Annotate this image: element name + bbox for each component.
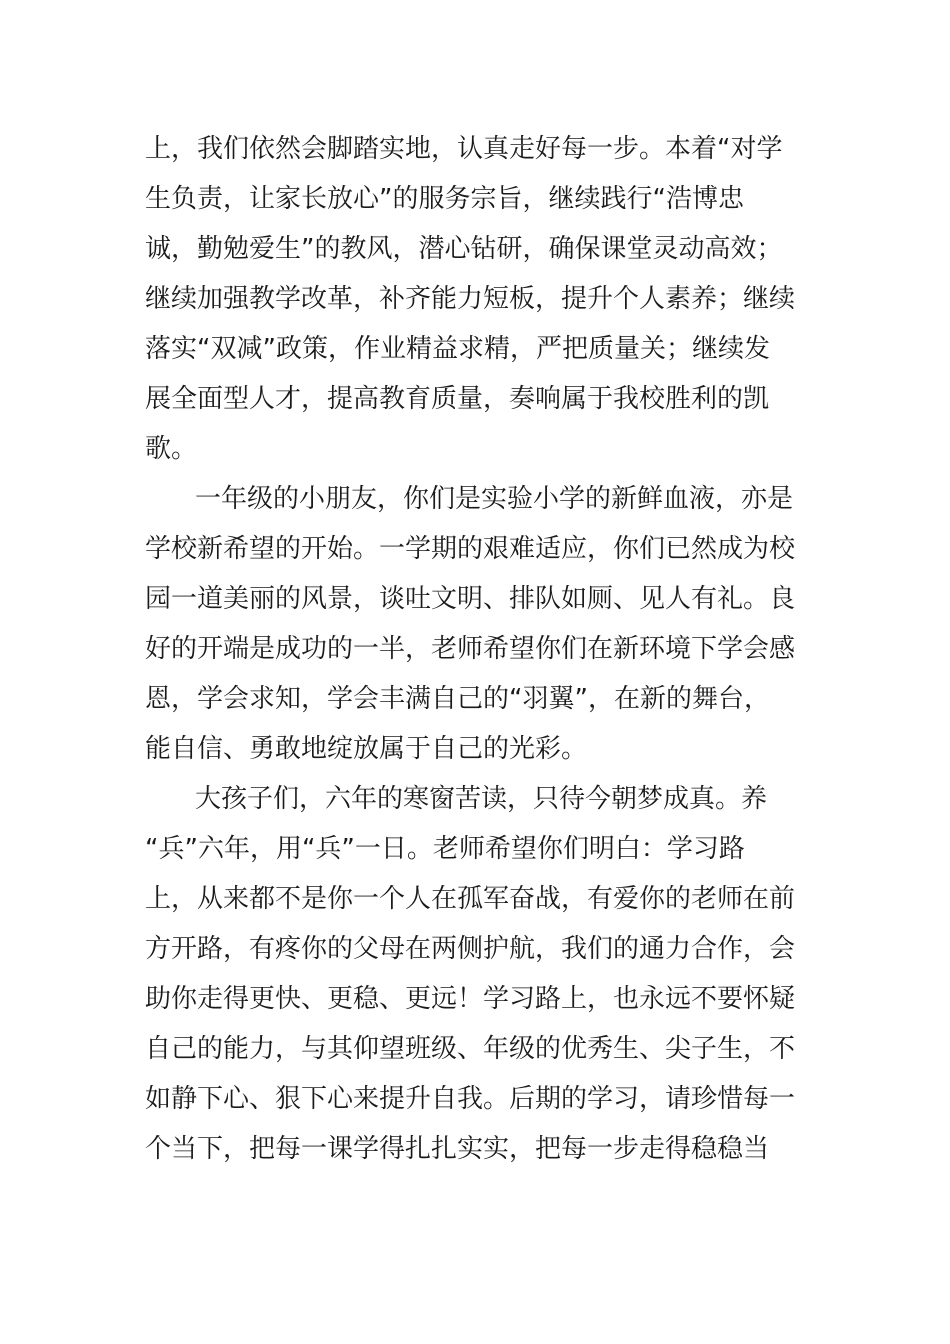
text-line: 助你走得更快、更稳、更远！学习路上，也永远不要怀疑 xyxy=(145,984,796,1014)
text-line: 展全面型人才，提高教育质量，奏响属于我校胜利的凯 xyxy=(145,384,770,414)
text-line: 落实“双减”政策，作业精益求精，严把质量关；继续发 xyxy=(145,334,770,364)
text-line: 如静下心、狠下心来提升自我。后期的学习，请珍惜每一 xyxy=(145,1084,796,1114)
text-line: “兵”六年，用“兵”一日。老师希望你们明白：学习路 xyxy=(145,834,745,864)
text-line: 歌。 xyxy=(145,434,198,464)
text-line: 能自信、勇敢地绽放属于自己的光彩。 xyxy=(145,734,588,764)
text-line: 学校新希望的开始。一学期的艰难适应，你们已然成为校 xyxy=(145,534,796,564)
text-line: 方开路，有疼你的父母在两侧护航，我们的通力合作，会 xyxy=(145,934,796,964)
text-line: 个当下，把每一课学得扎扎实实，把每一步走得稳稳当 xyxy=(145,1134,770,1164)
text-line: 上，从来都不是你一个人在孤军奋战，有爱你的老师在前 xyxy=(145,884,796,914)
text-line: 恩，学会求知，学会丰满自己的“羽翼”，在新的舞台， xyxy=(145,684,770,714)
text-line: 继续加强教学改革，补齐能力短板，提升个人素养；继续 xyxy=(145,284,796,314)
text-line: 生负责，让家长放心”的服务宗旨，继续践行“浩博忠 xyxy=(145,184,744,214)
paragraph-start-line: 一年级的小朋友，你们是实验小学的新鲜血液，亦是 xyxy=(195,484,794,514)
text-line: 上，我们依然会脚踏实地，认真走好每一步。本着“对学 xyxy=(145,134,783,164)
text-line: 园一道美丽的风景，谈吐文明、排队如厕、见人有礼。良 xyxy=(145,584,796,614)
paragraph-start-line: 大孩子们，六年的寒窗苦读，只待今朝梦成真。养 xyxy=(195,784,768,814)
text-line: 自己的能力，与其仰望班级、年级的优秀生、尖子生，不 xyxy=(145,1034,796,1064)
text-line: 诚，勤勉爱生”的教风，潜心钻研，确保课堂灵动高效； xyxy=(145,234,783,264)
text-line: 好的开端是成功的一半，老师希望你们在新环境下学会感 xyxy=(145,634,796,664)
body-text xyxy=(145,124,796,1174)
